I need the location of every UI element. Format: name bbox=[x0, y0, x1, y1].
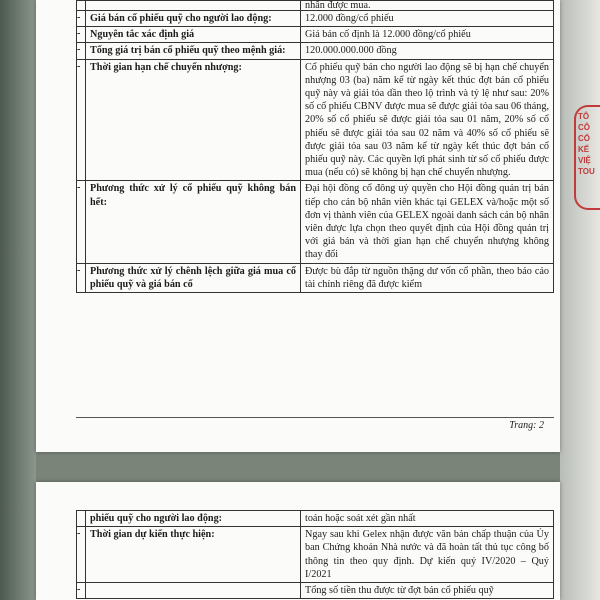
table-row: - Nguyên tắc xác định giá Giá bán cố định là 12.000 đồng/cổ phiếu bbox=[77, 27, 554, 43]
footer-divider bbox=[76, 417, 554, 418]
document-page-2 bbox=[36, 482, 560, 600]
bullet-icon: - bbox=[77, 264, 81, 276]
page-number: Trang: 2 bbox=[509, 420, 544, 431]
table-row: phiếu quỹ cho người lao động: toán hoặc soát xét gần nhất bbox=[77, 511, 554, 527]
bullet-icon: - bbox=[77, 12, 81, 23]
background-right bbox=[560, 0, 600, 600]
info-table-page-1 bbox=[76, 0, 554, 293]
table-row: - Giá bán cổ phiếu quỹ cho người lao động: 12.000 đồng/cổ phiếu bbox=[77, 11, 554, 27]
bullet-icon: - bbox=[77, 528, 81, 540]
table-row: - Thời gian dự kiến thực hiện: Ngay sau khi Gelex nhận được văn bản chấp thuận của Ủy ban Chứng khoán Nhà nước và đã hoàn tất thủ tục công bố thông tin theo quy định. Dự kiến quý IV/2020 – Quý I/2021 bbox=[77, 527, 554, 583]
bullet-icon: - bbox=[77, 584, 81, 596]
table-row: - Tổng giá trị bán cổ phiếu quỹ theo mệnh giá: 120.000.000.000 đồng bbox=[77, 43, 554, 59]
background-left bbox=[0, 0, 36, 600]
bullet-icon: - bbox=[77, 28, 81, 40]
table-row: - Tổng số tiền thu được từ đợt bán cổ phiếu quỹ bbox=[77, 583, 554, 599]
table-row: nhân được mua. bbox=[77, 1, 554, 11]
bullet-icon: - bbox=[77, 44, 81, 56]
document-page-1 bbox=[36, 0, 560, 452]
bullet-icon: - bbox=[77, 60, 81, 72]
table-row: - Thời gian hạn chế chuyển nhượng: Cổ phiếu quỹ bán cho người lao động sẽ bị hạn chế chuyển nhượng 03 (ba) năm kể từ ngày kết thúc đợt bán cổ phiếu quỹ này và giải tỏa dần theo lộ trình và tỷ lệ như sau: 20% số cổ phiếu CBNV được mua sẽ được giải tỏa sau 06 tháng, 20% số cổ phiếu sẽ được giải tỏa sau 01 năm, 20% số cổ phiếu sẽ được giải tỏa sau 02 năm và 40% số cổ phiếu sẽ được giải tỏa sau 03 năm kể từ ngày kết thúc đợt bán cổ phiếu quỹ này. Các quyền lợi phát sinh từ số cổ phiếu được mua (nếu có) sẽ không bị hạn chế chuyển nhượng. bbox=[77, 59, 554, 181]
bullet-icon: - bbox=[77, 182, 81, 194]
red-stamp-logo: TÔ CÔ CỔ KẾ VIỆ TOU bbox=[574, 105, 600, 210]
table-row: - Phương thức xử lý cổ phiếu quỹ không bán hết: Đại hội đồng cổ đông uỷ quyền cho Hội đồng quản trị bán tiếp cho cán bộ nhân viên khác tại GELEX và/hoặc một số đơn vị thành viên của GELEX ngoài danh sách cán bộ nhân viên được lựa chọn theo quyết định của Hội đồng quản trị với giá bán và thời gian hạn chế chuyển nhượng không thay đổi bbox=[77, 181, 554, 263]
table-row: - Phương thức xử lý chênh lệch giữa giá mua cổ phiếu quỹ và giá bán cổ Được bù đắp từ nguồn thặng dư vốn cổ phần, theo báo cáo tài chính riêng đã được kiểm bbox=[77, 263, 554, 292]
info-table-page-2 bbox=[76, 510, 554, 599]
